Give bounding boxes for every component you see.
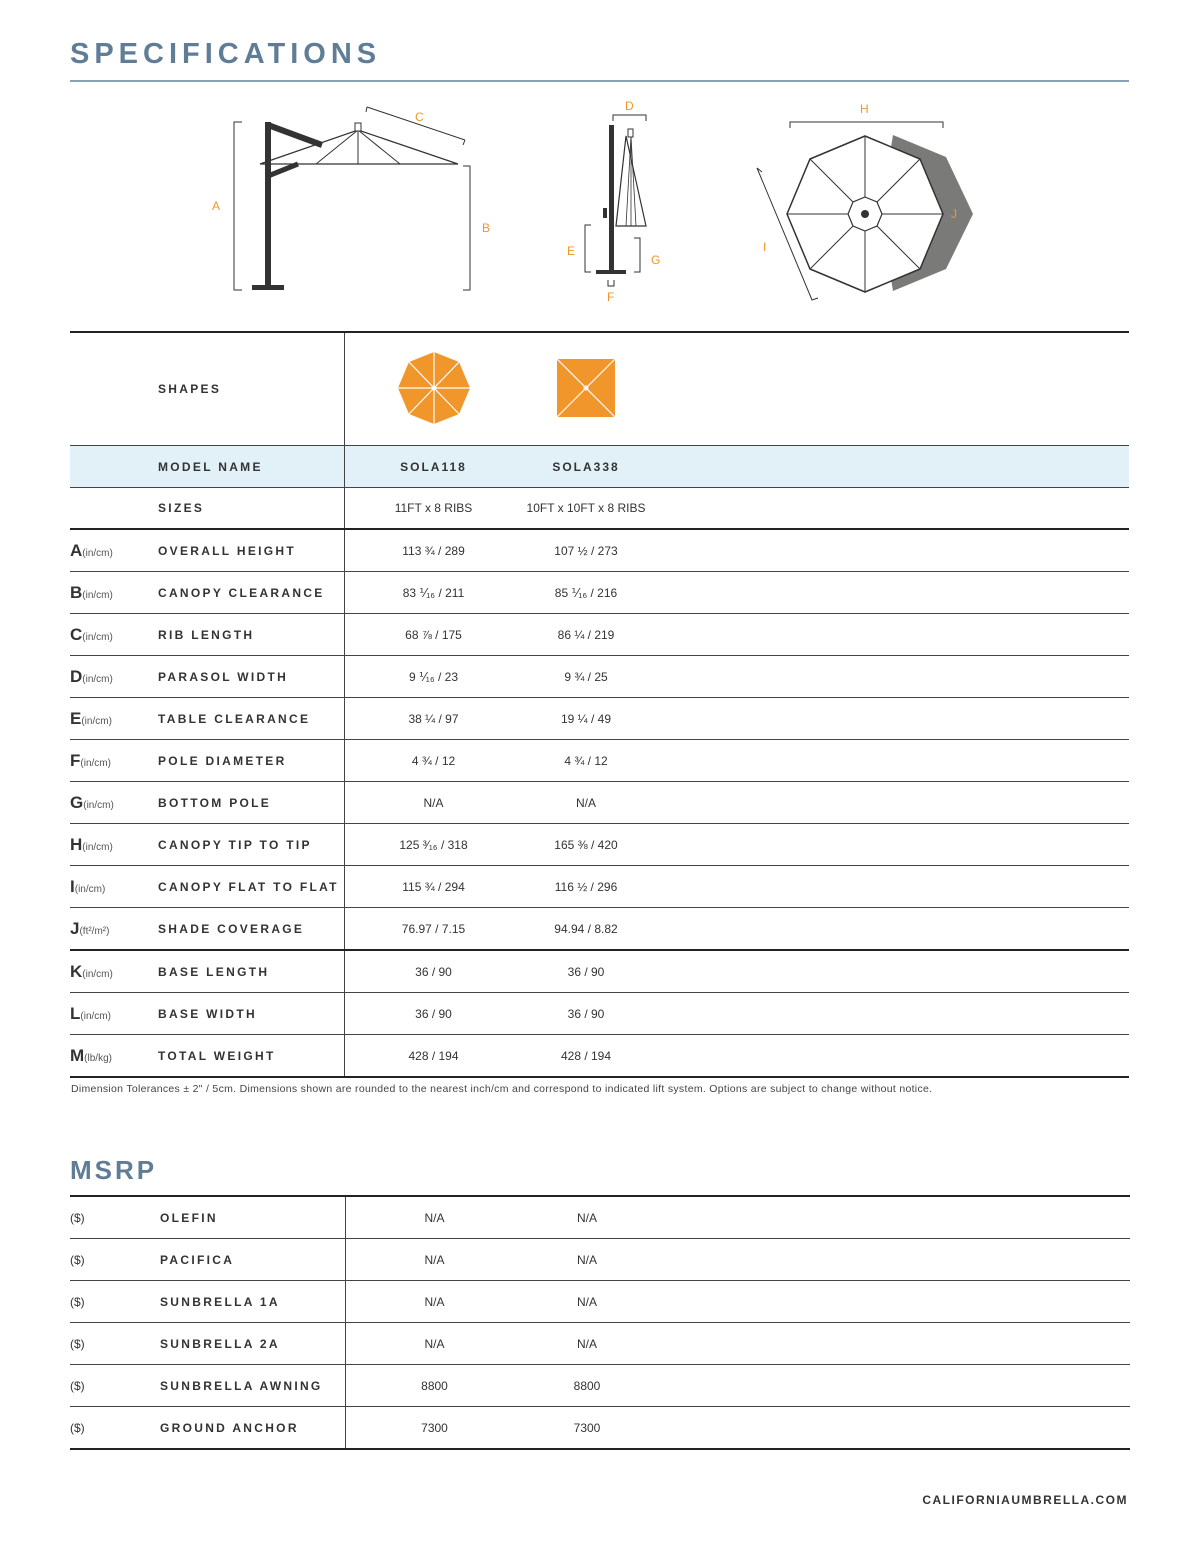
- msrp-value-2: N/A: [523, 1196, 651, 1239]
- msrp-title: MSRP: [70, 1155, 158, 1185]
- row-value-2: 107 ½ / 273: [522, 529, 650, 572]
- row-code: J: [70, 918, 80, 938]
- umbrella-diagram-svg: [0, 88, 1200, 318]
- model-name-label: MODEL NAME: [158, 446, 345, 488]
- msrp-row: [70, 1239, 1130, 1281]
- msrp-value-1: N/A: [346, 1196, 524, 1239]
- model-name-2: SOLA338: [522, 446, 650, 488]
- row-label: CANOPY CLEARANCE: [158, 572, 345, 614]
- dimension-label-c: C: [415, 110, 424, 124]
- msrp-value-2: 7300: [523, 1407, 651, 1450]
- row-label: TABLE CLEARANCE: [158, 698, 345, 740]
- row-value-1: 113 ¾ / 289: [345, 529, 523, 572]
- shapes-row: [70, 332, 1129, 446]
- msrp-label: SUNBRELLA AWNING: [160, 1365, 346, 1407]
- row-value-1: 36 / 90: [345, 950, 523, 993]
- row-value-2: 85 ⅟₁₆ / 216: [522, 572, 650, 614]
- row-label: CANOPY TIP TO TIP: [158, 824, 345, 866]
- dimension-label-b: B: [482, 221, 491, 235]
- msrp-label: GROUND ANCHOR: [160, 1407, 346, 1450]
- row-unit: (ft²/m²): [79, 925, 110, 937]
- row-value-1: 76.97 / 7.15: [345, 908, 523, 951]
- size-2: 10FT x 10FT x 8 RIBS: [522, 488, 650, 530]
- row-code: B: [70, 582, 83, 602]
- msrp-unit: ($): [70, 1407, 160, 1450]
- model-name-1: SOLA118: [345, 446, 523, 488]
- row-value-2: 9 ¾ / 25: [522, 656, 650, 698]
- row-code: D: [70, 666, 83, 686]
- row-value-1: 9 ⅟₁₆ / 23: [345, 656, 523, 698]
- dimension-label-f: F: [607, 290, 615, 304]
- row-label: BOTTOM POLE: [158, 782, 345, 824]
- row-value-1: 125 ³⁄₁₆ / 318: [345, 824, 523, 866]
- row-code: K: [70, 961, 83, 981]
- dimension-label-j: J: [951, 207, 957, 221]
- row-label: TOTAL WEIGHT: [158, 1035, 345, 1078]
- msrp-row: [70, 1196, 1130, 1239]
- page-title: SPECIFICATIONS: [70, 38, 382, 70]
- msrp-row: [70, 1365, 1130, 1407]
- row-code: I: [70, 876, 75, 896]
- row-unit: (in/cm): [82, 673, 113, 685]
- row-code: M: [70, 1045, 85, 1065]
- row-code: F: [70, 750, 81, 770]
- row-value-2: 36 / 90: [522, 950, 650, 993]
- row-value-2: 428 / 194: [522, 1035, 650, 1078]
- size-1: 11FT x 8 RIBS: [345, 488, 523, 530]
- msrp-unit: ($): [70, 1281, 160, 1323]
- row-value-1: 115 ¾ / 294: [345, 866, 523, 908]
- row-code: H: [70, 834, 83, 854]
- msrp-value-1: N/A: [346, 1323, 524, 1365]
- row-unit: (lb/kg): [84, 1052, 112, 1064]
- dimension-label-i: I: [763, 240, 767, 254]
- msrp-unit: ($): [70, 1239, 160, 1281]
- row-code: L: [70, 1003, 81, 1023]
- row-value-1: 4 ¾ / 12: [345, 740, 523, 782]
- row-value-2: 94.94 / 8.82: [522, 908, 650, 951]
- row-code: E: [70, 708, 82, 728]
- row-code: G: [70, 792, 84, 812]
- row-unit: (in/cm): [82, 631, 113, 643]
- row-code: A: [70, 540, 83, 560]
- msrp-unit: ($): [70, 1196, 160, 1239]
- msrp-unit: ($): [70, 1365, 160, 1407]
- row-unit: (in/cm): [74, 883, 106, 895]
- dimension-label-e: E: [567, 244, 576, 258]
- shapes-label: SHAPES: [158, 332, 345, 446]
- row-value-2: 165 ⅜ / 420: [522, 824, 650, 866]
- msrp-value-1: N/A: [346, 1239, 524, 1281]
- row-label: POLE DIAMETER: [158, 740, 345, 782]
- msrp-label: SUNBRELLA 2A: [160, 1323, 346, 1365]
- row-value-2: N/A: [522, 782, 650, 824]
- dimension-label-h: H: [860, 102, 869, 116]
- row-value-2: 4 ¾ / 12: [522, 740, 650, 782]
- row-value-1: 83 ⅟₁₆ / 211: [345, 572, 523, 614]
- row-unit: (in/cm): [82, 841, 113, 853]
- footer-website-link[interactable]: CALIFORNIAUMBRELLA.COM: [922, 1493, 1128, 1507]
- square-shape-cell: [522, 332, 650, 446]
- specifications-table: [70, 331, 1129, 1078]
- octagon-shape-cell: [345, 332, 523, 446]
- msrp-row: [70, 1323, 1130, 1365]
- dimension-tolerance-note: Dimension Tolerances ± 2" / 5cm. Dimensions shown are rounded to the nearest inch/cm and correspond to indicated lift system. Options are subject to change without notice.: [71, 1083, 933, 1095]
- row-label: OVERALL HEIGHT: [158, 529, 345, 572]
- row-unit: (in/cm): [83, 799, 114, 811]
- front-view-diagram: [585, 115, 646, 286]
- msrp-row: [70, 1407, 1130, 1450]
- dimension-label-a: A: [212, 199, 221, 213]
- row-unit: (in/cm): [82, 968, 113, 980]
- msrp-value-1: 7300: [346, 1407, 524, 1450]
- msrp-row: [70, 1281, 1130, 1323]
- row-code: C: [70, 624, 83, 644]
- row-unit: (in/cm): [82, 589, 113, 601]
- row-label: CANOPY FLAT TO FLAT: [158, 866, 345, 908]
- dimension-label-g: G: [651, 253, 661, 267]
- msrp-table: [70, 1195, 1130, 1450]
- msrp-value-1: 8800: [346, 1365, 524, 1407]
- dimension-label-d: D: [625, 99, 634, 113]
- row-value-1: 68 ⅞ / 175: [345, 614, 523, 656]
- msrp-label: SUNBRELLA 1A: [160, 1281, 346, 1323]
- msrp-label: PACIFICA: [160, 1239, 346, 1281]
- row-label: PARASOL WIDTH: [158, 656, 345, 698]
- row-label: BASE LENGTH: [158, 950, 345, 993]
- row-value-1: 36 / 90: [345, 993, 523, 1035]
- top-view-diagram: [757, 122, 973, 300]
- msrp-value-2: N/A: [523, 1239, 651, 1281]
- row-value-2: 36 / 90: [522, 993, 650, 1035]
- row-unit: (in/cm): [81, 715, 112, 727]
- row-unit: (in/cm): [80, 757, 111, 769]
- msrp-value-1: N/A: [346, 1281, 524, 1323]
- octagon-shape-icon: [397, 351, 471, 425]
- row-unit: (in/cm): [82, 547, 113, 559]
- sizes-row: [70, 488, 1129, 530]
- model-name-row: [70, 446, 1129, 488]
- row-unit: (in/cm): [80, 1010, 111, 1022]
- square-shape-icon: [556, 358, 616, 418]
- row-value-2: 19 ¼ / 49: [522, 698, 650, 740]
- msrp-value-2: N/A: [523, 1323, 651, 1365]
- msrp-value-2: 8800: [523, 1365, 651, 1407]
- msrp-value-2: N/A: [523, 1281, 651, 1323]
- title-divider: [70, 80, 1129, 82]
- row-value-1: N/A: [345, 782, 523, 824]
- msrp-label: OLEFIN: [160, 1196, 346, 1239]
- dimension-diagrams: [0, 88, 1200, 318]
- row-value-2: 116 ½ / 296: [522, 866, 650, 908]
- row-label: SHADE COVERAGE: [158, 908, 345, 951]
- row-label: BASE WIDTH: [158, 993, 345, 1035]
- msrp-unit: ($): [70, 1323, 160, 1365]
- row-label: RIB LENGTH: [158, 614, 345, 656]
- row-value-1: 428 / 194: [345, 1035, 523, 1078]
- side-view-diagram: [234, 107, 470, 290]
- sizes-label: SIZES: [158, 488, 345, 530]
- row-value-1: 38 ¼ / 97: [345, 698, 523, 740]
- row-value-2: 86 ¼ / 219: [522, 614, 650, 656]
